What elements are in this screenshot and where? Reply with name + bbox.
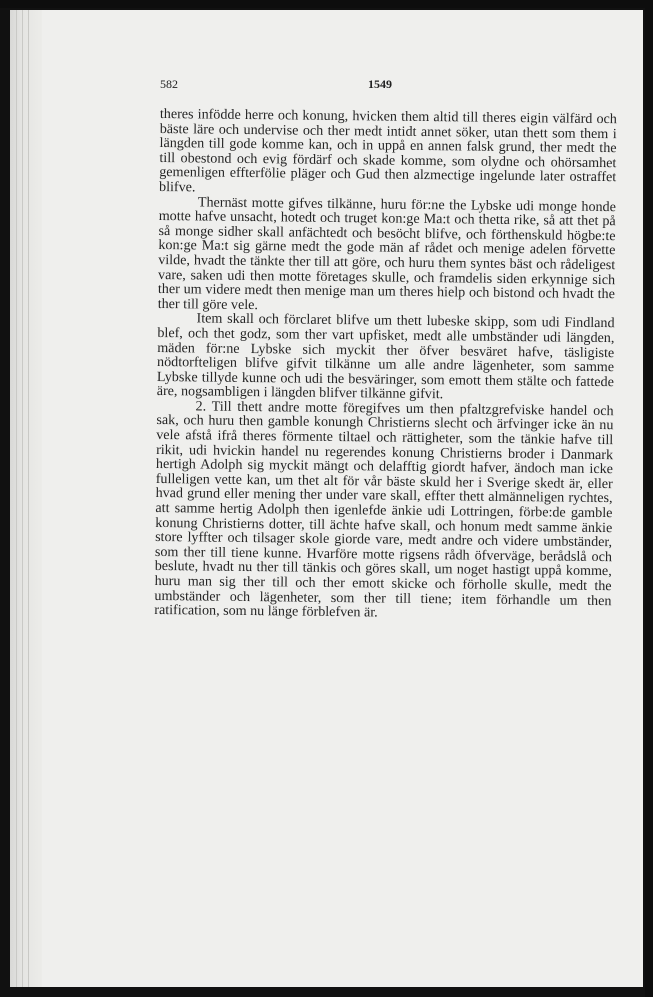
- scan-border-right: [645, 0, 653, 997]
- page-number: 582: [160, 77, 178, 91]
- page-edge-line: [16, 10, 17, 987]
- paragraph-thernast: Thernäst motte gifves tilkänne, huru för:ne the Lybske udi monge honde motte hafve unsacht, hotedt och truget kon:ge Ma:t och thetta rike, så att thet på så monge sidher skall anfächtedt och besöcht blifve, och förthenskuld högbe:te kon:ge Ma:t sig gärne medt the gode män af rådet och menige adelen förvette vilde, hvadt the tänkte ther till att göre, och huru them syntes bäst och rådeligest vare, saken udi then motte företages skulle, och framdelis siden erkynnige sich ther um videre medt then menige man um theres hielp och bistond och hvadt the ther till göre vele.: [157, 193, 616, 313]
- page-gutter: [10, 10, 42, 987]
- paragraph-numbered-2: 2. Till thett andre motte föregifves um then pfaltzgrefviske handel och sak, och huru then gamble konungh Christierns slecht och ärfvinger icke än nu vele afstå ifrå theres förmente tiltael och rättigheter, som the tänkie hafve till rikit, udi hvickin handel nu regerendes konung Christierns broder i Danmark hertigh Adolph sig myckit mängt och delafftig giordt hafver, ändoch man icke fulleligen vette kan, um thet alt för vår bäste skuld her i Sverige skedt är, eller hvad grund eller mening ther under vare skall, effter thett almänneligen rychtes, att samme hertig Adolph then igenlefde änkie udi Lottringen, förbe:de gamble konung Christierns dotter, till ächte hafve skall, och honum medt samme änkie store lyffter och tilsager skole giorde vare, medt andre och videre umbständer, som ther till tiene kunne. Hvarföre motte rigsens rådh öfverväge, berådslå och beslute, hvadt nu ther till tänkis och göres skall, um noget hastigt uppå komme, huru man sig ther till och ther emott skicke och förholle skulle, medt the umbständer och lägenheter, som ther till tiene; item förhandle um then ratification, som nu länge förblefven är.: [154, 398, 614, 621]
- text-body: [154, 107, 617, 623]
- paragraph-item: Item skall och förclaret blifve um thett lubeske skipp, som udi Findland blef, och thet godz, som ther vart upfisket, medt alle umbständer udi längden, mäden för:ne Lybske sich myckit ther öfver besväret hafve, täsligiste nödtorfteligen blifve gifvit tilkänne um alle andre lägenheter, som samme Lybske tillyde kunne och udi the besväringer, som emott them stälte och fattede äre, nogsambligen i längden blifver tilkänne gifvit.: [156, 310, 615, 403]
- scan-border-top: [0, 0, 653, 8]
- running-head-year: 1549: [368, 77, 392, 91]
- page-edge-line: [28, 10, 29, 987]
- page-edge-line: [22, 10, 23, 987]
- paragraph-continuation: theres infödde herre och konung, hvicken them altid till theres eigin välfärd och bäste läre och undervise och ther medt intidt annet söker, utan thett som them i längden till gode komme kan, och in uppå en annen falsk grund, ther medt the till obestond och evig fördärf och skade komme, som olydne och ohörsamhet gemenligen effterfölie pläger och Gud then alzmectige ingelunde later ostraffet blifve.: [159, 106, 617, 196]
